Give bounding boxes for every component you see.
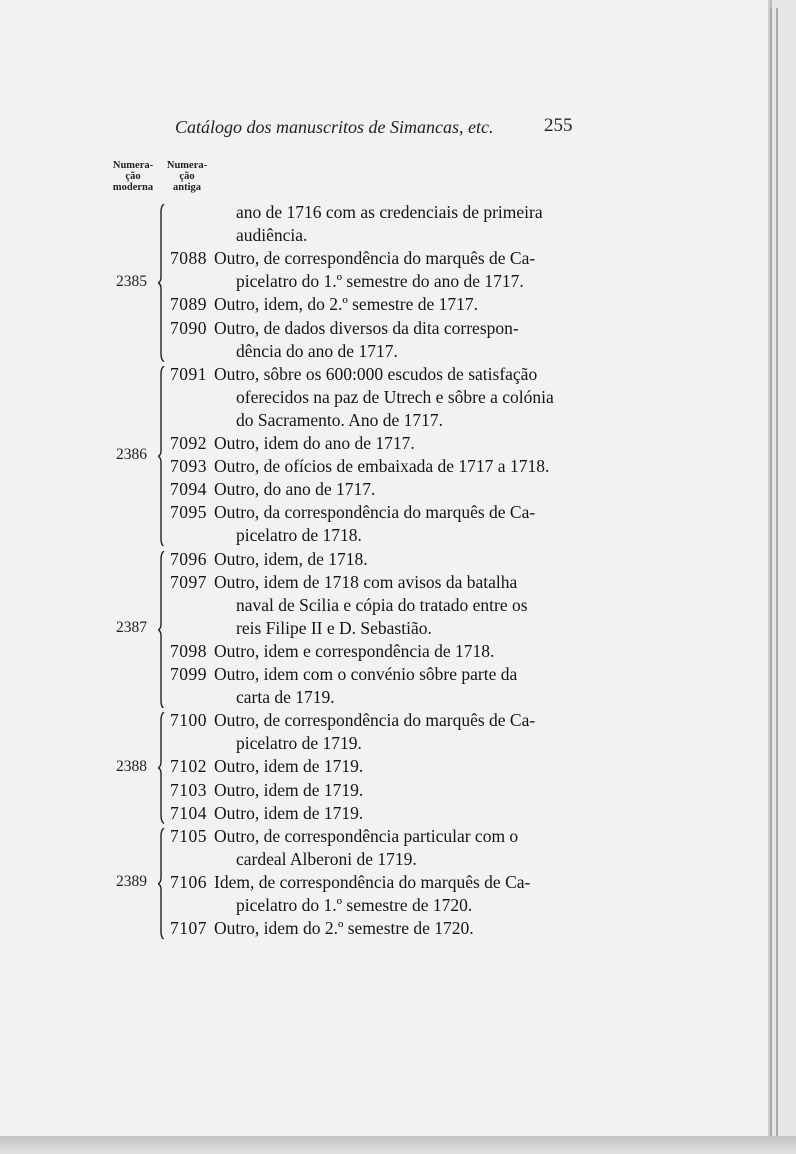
column-header-ancient-line: ção [179,171,195,182]
entry-text-line: Outro, idem de 1719. [214,779,364,800]
ancient-number: 7096 [170,548,207,569]
group-brace-path [158,712,164,824]
ancient-number: 7097 [170,571,207,592]
entry-text-line: Outro, do ano de 1717. [214,479,376,500]
ancient-number: 7095 [170,502,207,523]
entry-text-line: Outro, sôbre os 600:000 escudos de satisfação [214,363,538,384]
page-number: 255 [544,115,573,136]
entry-text-line: do Sacramento. Ano de 1717. [236,409,444,430]
entry-text-line: Outro, de correspondência do marquês de Ca- [214,710,536,731]
group-brace [158,204,166,362]
ancient-number: 7104 [170,802,207,823]
column-header-modern [108,160,158,193]
group-brace [158,712,166,824]
column-header-ancient-line: Numera- [166,160,208,171]
entry-text-line: picelatro do 1.º semestre do ano de 1717. [236,271,524,292]
entry-text-line: Outro, da correspondência do marquês de Ca- [214,502,536,523]
modern-number: 2386 [116,446,147,464]
ancient-number: 7093 [170,456,207,477]
ancient-number: 7088 [170,248,207,269]
group-brace-path [158,828,164,940]
entry-text-line: carta de 1719. [236,687,335,708]
ancient-number: 7103 [170,779,207,800]
entry-text-line: Outro, idem de 1719. [214,756,364,777]
entry-text-line: Outro, idem, do 2.º semestre de 1717. [214,294,478,315]
ancient-number: 7099 [170,664,207,684]
column-header-ancient [162,160,212,193]
entry-text-line: Outro, idem de 1718 com avisos da batalha [214,571,518,592]
entry-text-line: Idem, de correspondência do marquês de Ca- [214,871,531,892]
ancient-number: 7092 [170,433,207,453]
entry-text-line: oferecidos na paz de Utrech e sôbre a colónia [236,386,554,407]
entry-text-line: ano de 1716 com as credenciais de primeira [236,202,543,222]
group-brace-path [158,204,164,362]
ancient-number: 7090 [170,317,207,338]
entry-text-line: dência do ano de 1717. [236,340,398,361]
page-edge [770,8,772,1138]
entry-text-line: audiência. [236,225,308,246]
column-header-ancient-line: antiga [172,182,201,193]
group-brace [158,551,166,709]
group-brace-path [158,551,164,709]
entry-text-line: Outro, idem do 2.º semestre de 1720. [214,918,474,939]
entry-text-line: Outro, de dados diversos da dita correspon- [214,317,519,338]
entry-text-line: picelatro de 1719. [236,733,362,754]
group-brace [158,366,166,547]
entry-text-line: Outro, de correspondência particular com o [214,825,519,846]
entry-text-line: picelatro do 1.º semestre de 1720. [236,895,473,915]
page-edge [776,8,778,1138]
entry-text-line: Outro, de correspondência do marquês de Ca- [214,248,536,269]
ancient-number: 7102 [170,756,207,777]
ancient-number: 7098 [170,640,207,661]
group-brace-path [158,366,164,547]
entry-text-line: Outro, idem de 1719. [214,802,364,823]
column-header-modern-line: moderna [112,182,154,193]
ancient-number: 7100 [170,710,207,731]
ancient-number: 7094 [170,479,207,500]
column-header-modern-line: Numera- [112,160,154,171]
modern-number: 2388 [116,757,147,775]
modern-number: 2389 [116,873,147,891]
running-title: Catálogo dos manuscritos de Simancas, etc. [175,117,494,137]
bottom-shadow [0,1136,796,1154]
entry-text-line: Outro, de ofícios de embaixada de 1717 a 1718. [214,456,550,477]
entry-text-line: cardeal Alberoni de 1719. [236,848,417,869]
ancient-number: 7091 [170,363,207,384]
ancient-number: 7089 [170,294,207,315]
group-brace [158,828,166,940]
entry-text-line: Outro, idem e correspondência de 1718. [214,640,495,661]
entry-text-line: Outro, idem, de 1718. [214,548,368,569]
entry-text-line: picelatro de 1718. [236,525,362,546]
ancient-number: 7106 [170,871,207,892]
ancient-number: 7107 [170,918,207,939]
modern-number: 2385 [116,272,147,290]
entry-text-line: Outro, idem com o convénio sôbre parte da [214,664,518,684]
modern-number: 2387 [116,619,147,637]
ancient-number: 7105 [170,825,207,846]
entry-text-line: Outro, idem do ano de 1717. [214,433,415,453]
entry-text-line: reis Filipe II e D. Sebastião. [236,617,432,638]
entry-text-line: naval de Scilia e cópia do tratado entre os [236,594,528,615]
column-header-modern-line: ção [125,171,141,182]
